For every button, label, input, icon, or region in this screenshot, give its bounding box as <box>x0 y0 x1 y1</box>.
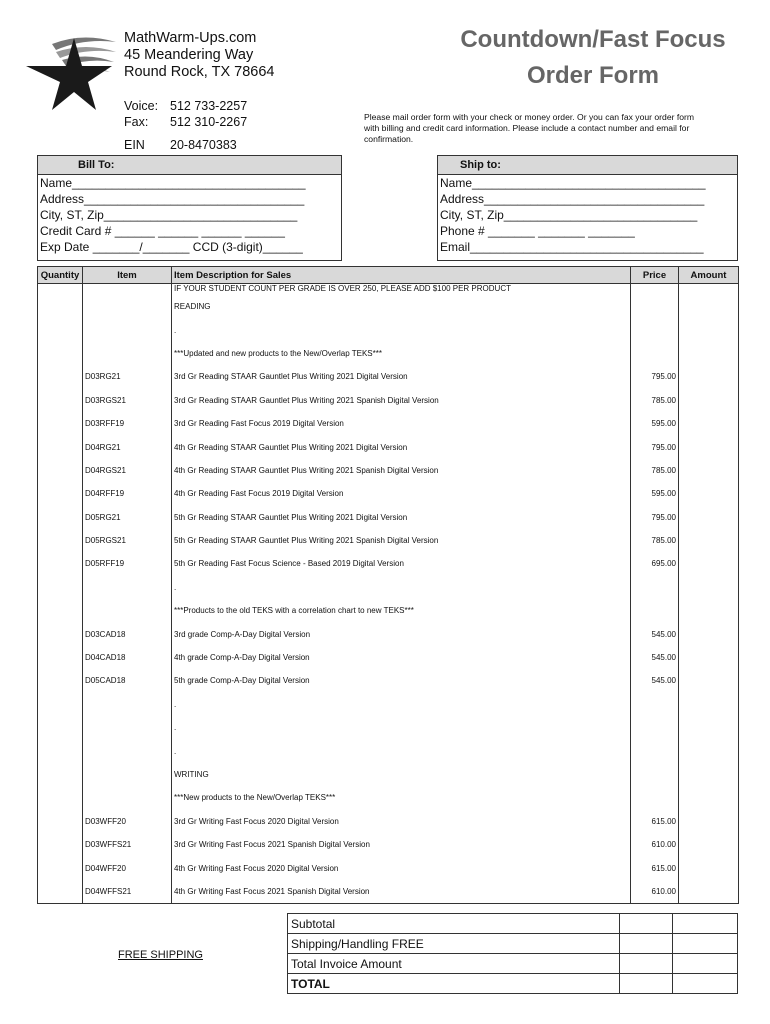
description-cell: 4th Gr Reading Fast Focus 2019 Digital Version <box>172 482 631 505</box>
total-row <box>288 974 738 994</box>
amount-header: Amount <box>679 267 739 284</box>
bill-to-header: Bill To: <box>38 156 341 175</box>
table-row <box>38 435 739 458</box>
description-cell: 3rd Gr Reading Fast Focus 2019 Digital Version <box>172 412 631 435</box>
table-row <box>38 342 739 365</box>
amount-cell[interactable] <box>679 365 739 388</box>
instruction-line: with billing and credit card information. Please include a contact number and email for <box>364 123 690 133</box>
price-header: Price <box>631 267 679 284</box>
table-row <box>38 552 739 575</box>
title-line-1: Countdown/Fast Focus <box>460 26 726 53</box>
email-field[interactable]: Email___________________________________ <box>440 240 704 254</box>
company-address <box>124 30 274 81</box>
totals-table <box>287 913 738 994</box>
table-row <box>38 412 739 435</box>
price-cell: 795.00 <box>631 435 679 458</box>
shipping-row <box>288 934 738 954</box>
fax-label: Fax: <box>124 115 149 129</box>
subtotal-value[interactable] <box>620 914 673 934</box>
amount-cell[interactable] <box>679 506 739 529</box>
table-row <box>38 786 739 809</box>
item-code-cell: D04RG21 <box>83 435 172 458</box>
price-cell: 795.00 <box>631 365 679 388</box>
quantity-cell[interactable] <box>38 412 83 435</box>
quantity-cell[interactable] <box>38 763 83 786</box>
items-table <box>37 266 739 904</box>
description-cell: READING <box>172 295 631 318</box>
quantity-cell[interactable] <box>38 295 83 318</box>
table-row <box>38 482 739 505</box>
fax-number: 512 310-2267 <box>170 115 248 129</box>
quantity-cell[interactable] <box>38 506 83 529</box>
item-code-cell <box>83 763 172 786</box>
table-row <box>38 693 739 716</box>
amount-cell[interactable] <box>679 435 739 458</box>
amount-cell[interactable] <box>679 576 739 599</box>
quantity-cell[interactable] <box>38 284 83 296</box>
item-code-cell <box>83 295 172 318</box>
item-code-cell: D04CAD18 <box>83 646 172 669</box>
table-row <box>38 880 739 904</box>
quantity-cell[interactable] <box>38 622 83 645</box>
amount-cell[interactable] <box>679 880 739 904</box>
quantity-cell[interactable] <box>38 482 83 505</box>
price-cell: 785.00 <box>631 389 679 412</box>
description-cell: ***Updated and new products to the New/Overlap TEKS*** <box>172 342 631 365</box>
price-cell: 795.00 <box>631 506 679 529</box>
description-cell: . <box>172 739 631 762</box>
amount-cell[interactable] <box>679 342 739 365</box>
price-cell <box>631 342 679 365</box>
item-code-cell <box>83 599 172 622</box>
quantity-cell[interactable] <box>38 435 83 458</box>
item-code-cell: D03CAD18 <box>83 622 172 645</box>
credit-card-field[interactable]: Credit Card # ______ ______ ______ ______ <box>40 224 285 238</box>
table-row <box>38 646 739 669</box>
description-cell: 5th Gr Reading STAAR Gauntlet Plus Writing 2021 Digital Version <box>172 506 631 529</box>
amount-cell[interactable] <box>679 786 739 809</box>
description-cell: 4th Gr Writing Fast Focus 2021 Spanish Digital Version <box>172 880 631 904</box>
price-cell <box>631 295 679 318</box>
price-cell <box>631 599 679 622</box>
item-code-cell: D04RFF19 <box>83 482 172 505</box>
ship-name-field[interactable]: Name___________________________________ <box>440 176 706 190</box>
subtotal-amount[interactable] <box>673 914 738 934</box>
table-row <box>38 763 739 786</box>
item-code-cell: D03RFF19 <box>83 412 172 435</box>
table-row <box>38 739 739 762</box>
company-city: Round Rock, TX 78664 <box>124 64 275 80</box>
subtotal-label: Subtotal <box>288 914 620 934</box>
price-cell <box>631 284 679 296</box>
item-code-cell <box>83 716 172 739</box>
shipping-amount[interactable] <box>673 934 738 954</box>
quantity-cell[interactable] <box>38 693 83 716</box>
price-cell: 615.00 <box>631 810 679 833</box>
total-invoice-amount[interactable] <box>673 954 738 974</box>
table-row <box>38 716 739 739</box>
price-cell <box>631 786 679 809</box>
quantity-cell[interactable] <box>38 318 83 341</box>
description-header: Item Description for Sales <box>172 267 631 284</box>
amount-cell[interactable] <box>679 412 739 435</box>
item-code-cell <box>83 318 172 341</box>
amount-cell[interactable] <box>679 318 739 341</box>
total-invoice-label: Total Invoice Amount <box>288 954 620 974</box>
item-code-cell: D04WFF20 <box>83 856 172 879</box>
table-row <box>38 856 739 879</box>
amount-cell[interactable] <box>679 482 739 505</box>
ship-city-field[interactable]: City, ST, Zip_____________________________ <box>440 208 698 222</box>
instruction-line: Please mail order form with your check or money order. Or you can fax your order form <box>364 112 695 122</box>
price-cell: 615.00 <box>631 856 679 879</box>
item-code-cell: D03WFF20 <box>83 810 172 833</box>
voice-number: 512 733-2257 <box>170 99 248 113</box>
free-shipping-note: FREE SHIPPING <box>118 949 203 961</box>
amount-cell[interactable] <box>679 763 739 786</box>
table-row <box>38 389 739 412</box>
quantity-cell[interactable] <box>38 810 83 833</box>
quantity-cell[interactable] <box>38 856 83 879</box>
quantity-cell[interactable] <box>38 833 83 856</box>
item-code-cell: D05RGS21 <box>83 529 172 552</box>
description-cell: 3rd Gr Reading STAAR Gauntlet Plus Writing 2021 Digital Version <box>172 365 631 388</box>
ship-to-box <box>437 155 738 261</box>
item-code-cell: D04RGS21 <box>83 459 172 482</box>
quantity-cell[interactable] <box>38 599 83 622</box>
item-code-cell: D03RGS21 <box>83 389 172 412</box>
amount-cell[interactable] <box>679 810 739 833</box>
table-row <box>38 365 739 388</box>
item-code-cell <box>83 693 172 716</box>
quantity-cell[interactable] <box>38 786 83 809</box>
amount-cell[interactable] <box>679 622 739 645</box>
price-cell <box>631 716 679 739</box>
item-code-cell <box>83 786 172 809</box>
bill-to-box <box>37 155 342 261</box>
subtotal-row <box>288 914 738 934</box>
description-cell: . <box>172 716 631 739</box>
exp-date-field[interactable]: Exp Date _______/_______ CCD (3-digit)______ <box>40 240 303 254</box>
ein-info <box>124 138 237 152</box>
table-row <box>38 810 739 833</box>
item-code-cell <box>83 739 172 762</box>
page-title <box>430 22 756 94</box>
price-cell: 545.00 <box>631 646 679 669</box>
description-cell: 3rd Gr Writing Fast Focus 2021 Spanish Digital Version <box>172 833 631 856</box>
quantity-cell[interactable] <box>38 576 83 599</box>
contact-info <box>124 98 247 130</box>
price-cell: 545.00 <box>631 622 679 645</box>
quantity-header: Quantity <box>38 267 83 284</box>
price-cell: 545.00 <box>631 669 679 692</box>
description-cell: 4th grade Comp-A-Day Digital Version <box>172 646 631 669</box>
price-cell <box>631 739 679 762</box>
amount-cell[interactable] <box>679 389 739 412</box>
quantity-cell[interactable] <box>38 529 83 552</box>
description-cell: 4th Gr Reading STAAR Gauntlet Plus Writing 2021 Spanish Digital Version <box>172 459 631 482</box>
instructions <box>364 112 744 145</box>
description-cell: 4th Gr Writing Fast Focus 2020 Digital Version <box>172 856 631 879</box>
quantity-cell[interactable] <box>38 646 83 669</box>
table-row <box>38 576 739 599</box>
item-code-cell: D05CAD18 <box>83 669 172 692</box>
price-cell: 595.00 <box>631 482 679 505</box>
table-row <box>38 669 739 692</box>
amount-cell[interactable] <box>679 739 739 762</box>
description-cell: WRITING <box>172 763 631 786</box>
amount-cell[interactable] <box>679 669 739 692</box>
table-row <box>38 622 739 645</box>
table-row <box>38 833 739 856</box>
phone-field[interactable]: Phone # _______ _______ _______ <box>440 224 635 238</box>
bill-name-field[interactable]: Name___________________________________ <box>40 176 306 190</box>
table-header-row <box>38 267 739 284</box>
table-row <box>38 295 739 318</box>
amount-cell[interactable] <box>679 529 739 552</box>
description-cell: 5th grade Comp-A-Day Digital Version <box>172 669 631 692</box>
amount-cell[interactable] <box>679 646 739 669</box>
price-cell: 695.00 <box>631 552 679 575</box>
item-code-cell: D05RFF19 <box>83 552 172 575</box>
amount-cell[interactable] <box>679 856 739 879</box>
item-code-cell <box>83 576 172 599</box>
total-amount[interactable] <box>673 974 738 994</box>
price-cell: 610.00 <box>631 833 679 856</box>
table-row <box>38 459 739 482</box>
table-row <box>38 284 739 296</box>
quantity-cell[interactable] <box>38 365 83 388</box>
quantity-cell[interactable] <box>38 389 83 412</box>
price-cell: 785.00 <box>631 529 679 552</box>
company-street: 45 Meandering Way <box>124 47 254 63</box>
item-code-cell: D03RG21 <box>83 365 172 388</box>
amount-cell[interactable] <box>679 833 739 856</box>
shipping-value[interactable] <box>620 934 673 954</box>
description-cell: . <box>172 318 631 341</box>
quantity-cell[interactable] <box>38 342 83 365</box>
item-header: Item <box>83 267 172 284</box>
total-label: TOTAL <box>288 974 620 994</box>
instruction-line: confirmation. <box>364 134 414 144</box>
quantity-cell[interactable] <box>38 880 83 904</box>
quantity-cell[interactable] <box>38 716 83 739</box>
table-row <box>38 529 739 552</box>
voice-label: Voice: <box>124 99 159 113</box>
total-value[interactable] <box>620 974 673 994</box>
table-row <box>38 318 739 341</box>
price-cell: 595.00 <box>631 412 679 435</box>
amount-cell[interactable] <box>679 716 739 739</box>
star-logo-icon <box>22 30 118 112</box>
bill-city-field[interactable]: City, ST, Zip_____________________________ <box>40 208 298 222</box>
total-invoice-row <box>288 954 738 974</box>
item-code-cell <box>83 342 172 365</box>
amount-cell[interactable] <box>679 599 739 622</box>
amount-cell[interactable] <box>679 295 739 318</box>
amount-cell[interactable] <box>679 459 739 482</box>
price-cell <box>631 693 679 716</box>
quantity-cell[interactable] <box>38 459 83 482</box>
amount-cell[interactable] <box>679 693 739 716</box>
quantity-cell[interactable] <box>38 739 83 762</box>
company-name: MathWarm-Ups.com <box>124 30 257 46</box>
item-code-cell: D04WFFS21 <box>83 880 172 904</box>
description-cell: . <box>172 576 631 599</box>
description-cell: 3rd Gr Reading STAAR Gauntlet Plus Writing 2021 Spanish Digital Version <box>172 389 631 412</box>
description-cell: 3rd Gr Writing Fast Focus 2020 Digital Version <box>172 810 631 833</box>
description-cell: 5th Gr Reading STAAR Gauntlet Plus Writing 2021 Spanish Digital Version <box>172 529 631 552</box>
ship-to-header: Ship to: <box>438 156 737 175</box>
price-cell <box>631 763 679 786</box>
description-cell: 4th Gr Reading STAAR Gauntlet Plus Writing 2021 Digital Version <box>172 435 631 458</box>
amount-cell[interactable] <box>679 284 739 296</box>
ein-number: 20-8470383 <box>170 138 237 152</box>
item-code-cell: D03WFFS21 <box>83 833 172 856</box>
description-cell: . <box>172 693 631 716</box>
table-row <box>38 599 739 622</box>
table-row <box>38 506 739 529</box>
quantity-cell[interactable] <box>38 669 83 692</box>
price-cell: 785.00 <box>631 459 679 482</box>
description-cell: ***New products to the New/Overlap TEKS*** <box>172 786 631 809</box>
quantity-cell[interactable] <box>38 552 83 575</box>
amount-cell[interactable] <box>679 552 739 575</box>
description-cell: ***Products to the old TEKS with a correlation chart to new TEKS*** <box>172 599 631 622</box>
price-cell <box>631 318 679 341</box>
price-cell <box>631 576 679 599</box>
description-cell: 5th Gr Reading Fast Focus Science - Based 2019 Digital Version <box>172 552 631 575</box>
total-invoice-value[interactable] <box>620 954 673 974</box>
item-code-cell: D05RG21 <box>83 506 172 529</box>
ship-address-field[interactable]: Address_________________________________ <box>440 192 705 206</box>
item-code-cell <box>83 284 172 296</box>
price-cell: 610.00 <box>631 880 679 904</box>
ein-label: EIN <box>124 138 145 152</box>
description-cell: IF YOUR STUDENT COUNT PER GRADE IS OVER 250, PLEASE ADD $100 PER PRODUCT <box>172 284 631 296</box>
description-cell: 3rd grade Comp-A-Day Digital Version <box>172 622 631 645</box>
shipping-label: Shipping/Handling FREE <box>288 934 620 954</box>
title-line-2: Order Form <box>526 62 660 89</box>
bill-address-field[interactable]: Address_________________________________ <box>40 192 305 206</box>
